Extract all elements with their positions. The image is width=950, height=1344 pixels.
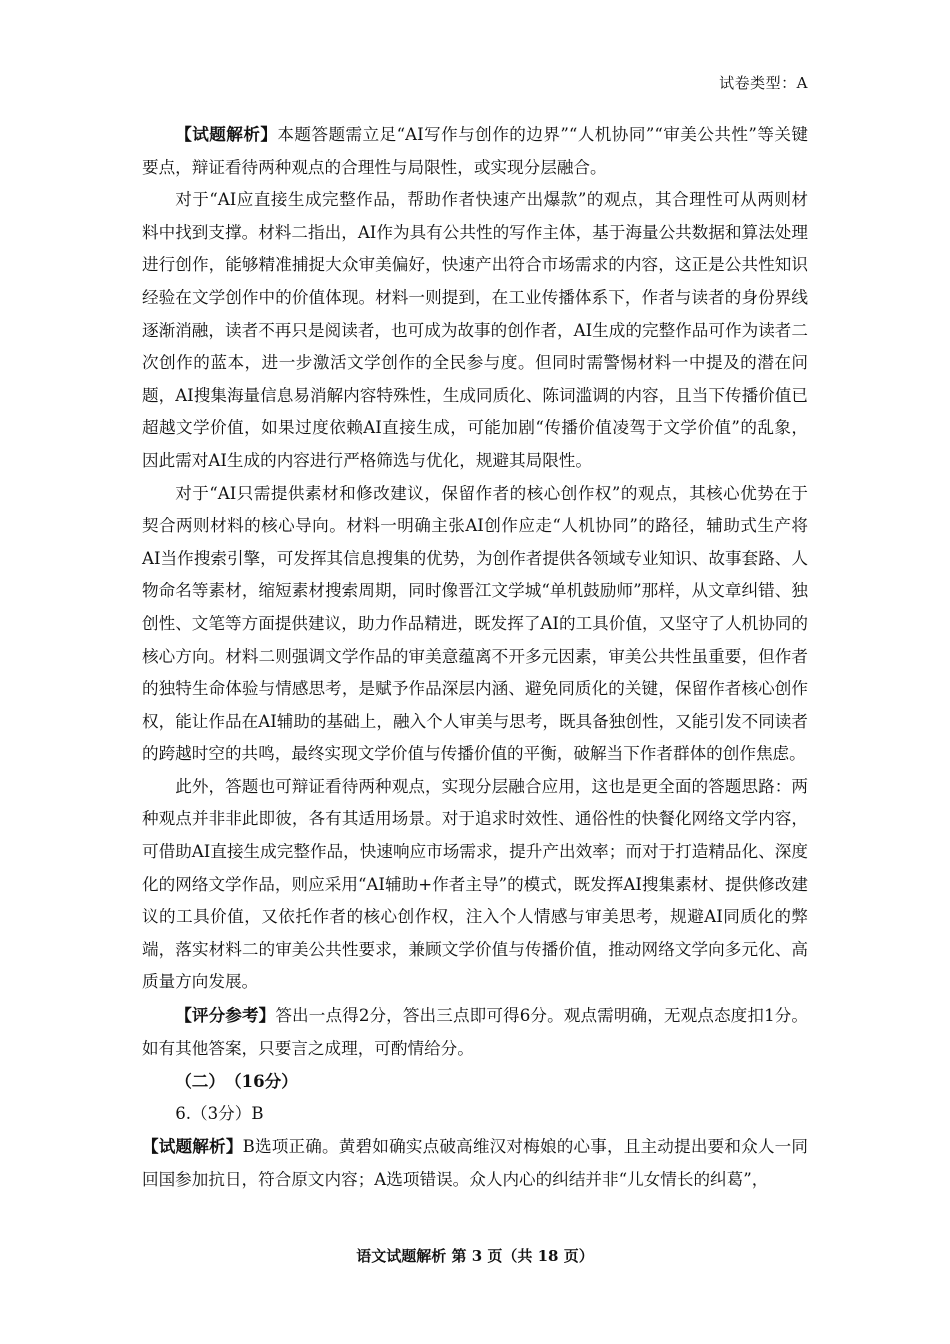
document-body (142, 118, 808, 1197)
analysis-label: 【试题解析】 (175, 124, 278, 144)
synthesis-paragraph: 此外，答题也可辩证看待两种观点，实现分层融合应用，这也是更全面的答题思路：两种观点并非非此即彼，各有其适用场景。对于追求时效性、通俗性的快餐化网络文学内容，可借助AI直接生成完整作品，快速响应市场需求，提升产出效率；而对于打造精品化、深度化的网络文学作品，则应采用“AI辅助+作者主导”的模式，既发挥AI搜集素材、提供修改建议的工具价值，又依托作者的核心创作权，注入个人情感与审美思考，规避AI同质化的弊端，落实材料二的审美公共性要求，兼顾文学价值与传播价值，推动网络文学向多元化、高质量方向发展。 (142, 776, 808, 992)
viewpoint-two-paragraph: 对于“AI只需提供素材和修改建议，保留作者的核心创作权”的观点，其核心优势在于契合两则材料的核心导向。材料一明确主张AI创作应走“人机协同”的路径，辅助式生产将AI当作搜索引擎，可发挥其信息搜集的优势，为创作者提供各领域专业知识、故事套路、人物命名等素材，缩短素材搜索周期，同时像晋江文学城“单机鼓励师”那样，从文章纠错、独创性、文笔等方面提供建议，助力作品精进，既发挥了AI的工具价值，又坚守了人机协同的核心方向。材料二则强调文学作品的审美意蕴离不开多元因素，审美公共性虽重要，但作者的独特生命体验与情感思考，是赋予作品深层内涵、避免同质化的关键，保留作者核心创作权，能让作品在AI辅助的基础上，融入个人审美与思考，既具备独创性，又能引发不同读者的跨越时空的共鸣，最终实现文学价值与传播价值的平衡，破解当下作者群体的创作焦虑。 (142, 483, 808, 764)
scoring-label: 【评分参考】 (175, 1005, 276, 1026)
question-6-answer: 6.（3分）B (175, 1103, 264, 1123)
question-6-analysis-paragraph (142, 1130, 808, 1196)
question-6-analysis-label: 【试题解析】 (142, 1136, 243, 1157)
scoring-text: 答出一点得2分，答出三点即可得6分。观点需明确，无观点态度扣1分。如有其他答案，只要言之成理，可酌情给分。 (142, 1006, 809, 1058)
analysis-intro-text: 本题答题需立足“AI写作与创作的边界”“人机协同”“审美公共性”等关键要点，辩证看待两种观点的合理性与局限性，或实现分层融合。 (142, 125, 809, 177)
scoring-paragraph (142, 999, 808, 1065)
page-footer: 语文试题解析 第 3 页（共 18 页） (356, 1247, 594, 1265)
question-6-analysis-text: B选项正确。黄碧如确实点破高维汉对梅娘的心事，且主动提出要和众人一同回国参加抗日，符合原文内容；A选项错误。众人内心的纠结并非“儿女情长的纠葛”， (142, 1137, 808, 1189)
exam-type-label: 试卷类型：A (719, 74, 808, 92)
analysis-intro-paragraph (142, 118, 808, 184)
section-title: （二） （16分） (175, 1071, 298, 1092)
viewpoint-one-paragraph: 对于“AI应直接生成完整作品，帮助作者快速产出爆款”的观点，其合理性可从两则材料中找到支撑。材料二指出，AI作为具有公共性的写作主体，基于海量公共数据和算法处理进行创作，能够精准捕捉大众审美偏好，快速产出符合市场需求的内容，这正是公共性知识经验在文学创作中的价值体现。材料一则提到，在工业传播体系下，作者与读者的身份界线逐渐消融，读者不再只是阅读者，也可成为故事的创作者，AI生成的完整作品可作为读者二次创作的蓝本，进一步激活文学创作的全民参与度。但同时需警惕材料一中提及的潜在问题，AI搜集海量信息易消解内容特殊性，生成同质化、陈词滥调的内容，且当下传播价值已超越文学价值，如果过度依赖AI直接生成，可能加剧“传播价值凌驾于文学价值”的乱象，因此需对AI生成的内容进行严格筛选与优化，规避其局限性。 (142, 190, 808, 470)
